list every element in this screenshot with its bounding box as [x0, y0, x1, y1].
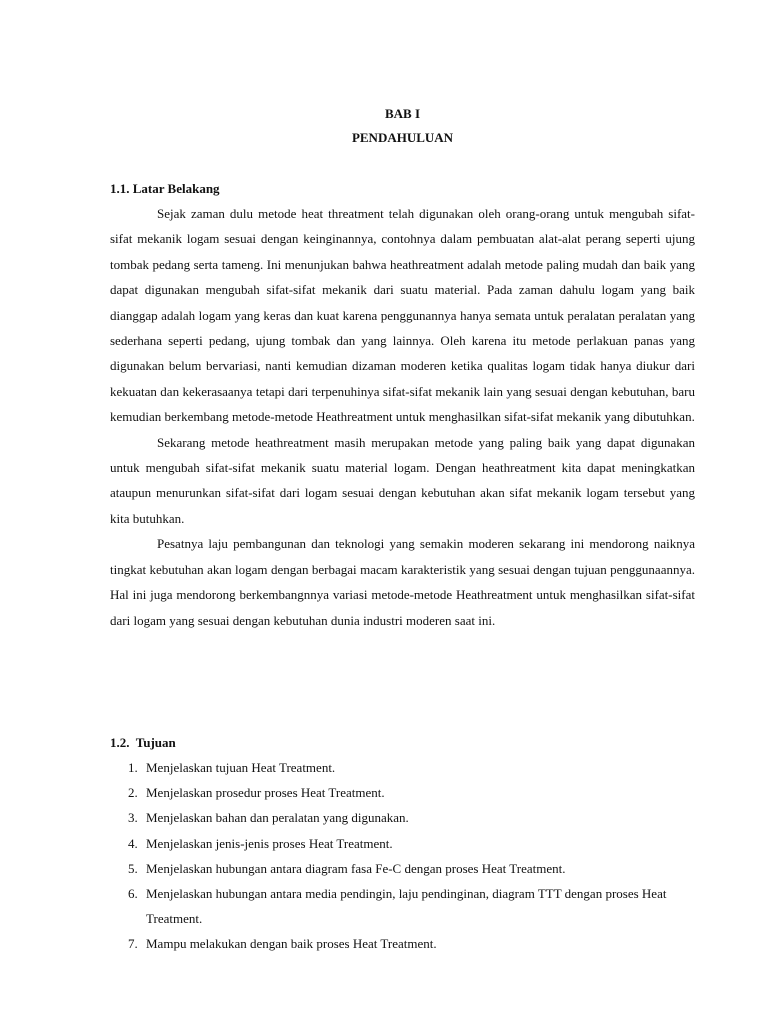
list-number: 4.: [128, 835, 138, 851]
list-item-text: Menjelaskan tujuan Heat Treatment.: [146, 760, 336, 775]
list-item-text: Menjelaskan bahan dan peralatan yang digunakan.: [146, 810, 409, 826]
list-item: [110, 831, 695, 856]
objectives-list: [110, 755, 695, 957]
list-number: 2.: [128, 785, 138, 801]
list-item-text: Menjelaskan hubungan antara media pendingin, laju pendinginan, diagram TTT dengan proses Heat Treatment.: [146, 886, 667, 927]
list-item-text: Menjelaskan hubungan antara diagram fasa Fe-C dengan proses Heat Treatment.: [146, 860, 566, 876]
list-item-text: Menjelaskan jenis-jenis proses Heat Treatment.: [146, 835, 393, 851]
list-number: 5.: [128, 860, 138, 876]
list-item: [110, 755, 695, 780]
list-item: [110, 931, 695, 956]
list-item: [110, 856, 695, 881]
list-number: 7.: [128, 936, 138, 952]
paragraph: Sejak zaman dulu metode heat threatment telah digunakan oleh orang-orang untuk mengubah sifat-sifat mekanik logam sesuai dengan keinginannya, contohnya dalam pembuatan alat-alat perang seperti ujung tombak pedang serta tameng. Ini menunjukan bahwa heathreatment adalah metode paling mudah dan baik yang dapat digunakan mengubah sifat-sifat mekanik dari suatu material. Pada zaman dahulu logam yang baik dianggap adalah logam yang keras dan kuat karena penggunannya hanya semata untuk peralatan peralatan yang sederhana seperti pedang, ujung tombak dan yang lainnya. Oleh karena itu metode perlakuan panas yang digunakan belum bervariasi, nanti kemudian dizaman moderen ketika qualitas logam tidak hanya diukur dari kekuatan dan kekerasaanya tetapi dari terpenuhinya sifat-sifat mekanik lain yang sesuai dengan kebutuhan, baru kemudian berkembang metode-metode Heathreatment untuk menghasilkan sifat-sifat mekanik yang dibutuhkan.: [110, 206, 695, 425]
list-item: [110, 881, 695, 931]
list-number: 3.: [128, 810, 138, 826]
list-number: 6.: [128, 886, 138, 902]
chapter-title: PENDAHULUAN: [351, 130, 454, 145]
list-item-text: Menjelaskan prosedur proses Heat Treatment.: [146, 785, 385, 801]
list-item: [110, 780, 695, 805]
section-heading: 1.2. Tujuan: [110, 735, 176, 750]
list-item-text: Mampu melakukan dengan baik proses Heat Treatment.: [146, 936, 437, 952]
section-tujuan: [110, 730, 695, 957]
list-item: [110, 805, 695, 830]
paragraph: Pesatnya laju pembangunan dan teknologi yang semakin moderen sekarang ini mendorong naiknya tingkat kebutuhan akan logam dengan berbagai macam karakteristik yang sesuai dengan tujuan penggunaannya. Hal ini juga mendorong berkembangnnya variasi metode-metode Heathreatment untuk menghasilkan sifat-sifat dari logam yang sesuai dengan kebutuhan dunia industri moderen saat ini.: [110, 536, 695, 628]
chapter-label: BAB I: [384, 106, 421, 121]
section-latar-belakang: [110, 176, 695, 633]
paragraph: Sekarang metode heathreatment masih merupakan metode yang paling baik yang dapat digunakan untuk mengubah sifat-sifat mekanik suatu material logam. Dengan heathreatment kita dapat meningkatkan ataupun menurunkan sifat-sifat dari logam sesuai dengan kebutuhan akan sifat mekanik logam tersebut yang kita butuhkan.: [110, 434, 695, 526]
list-number: 1.: [128, 760, 138, 775]
section-heading: 1.1. Latar Belakang: [110, 181, 220, 196]
